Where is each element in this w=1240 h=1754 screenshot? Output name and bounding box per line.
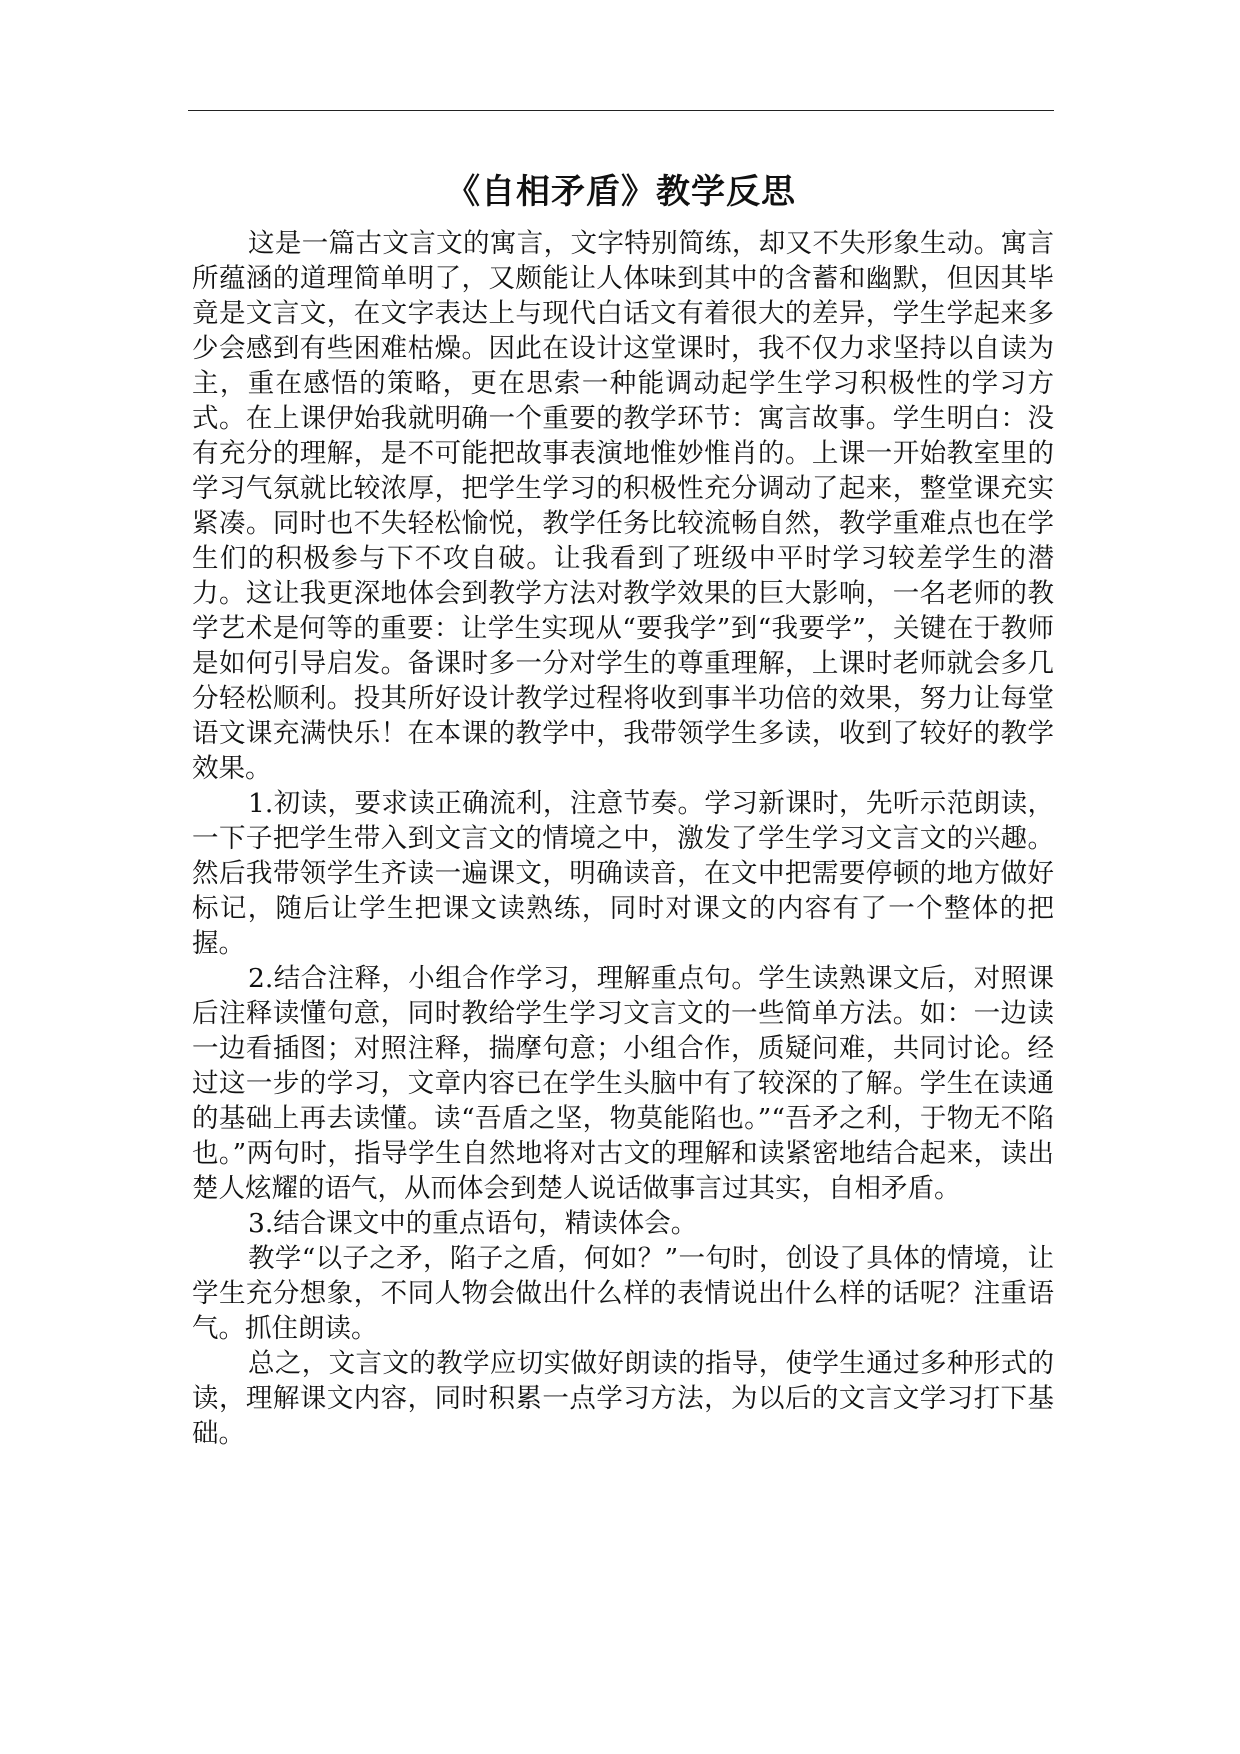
document-title: 《自相矛盾》教学反思	[446, 172, 796, 212]
paragraph-conclusion: 总之，文言文的教学应切实做好朗读的指导，使学生通过多种形式的读，理解课文内容，同时积累一点学习方法，为以后的文言文学习打下基础。	[192, 1348, 1054, 1449]
paragraph-intro: 这是一篇古文言文的寓言，文字特别简练，却又不失形象生动。寓言所蕴涵的道理简单明了，又颇能让人体味到其中的含蓄和幽默，但因其毕竟是文言文，在文字表达上与现代白话文有着很大的差异，学生学起来多少会感到有些困难枯燥。因此在设计这堂课时，我不仅力求坚持以自读为主，重在感悟的策略，更在思索一种能调动起学生学习积极性的学习方式。在上课伊始我就明确一个重要的教学环节：寓言故事。学生明白：没有充分的理解，是不可能把故事表演地惟妙惟肖的。上课一开始教室里的学习气氛就比较浓厚，把学生学习的积极性充分调动了起来，整堂课充实紧凑。同时也不失轻松愉悦，教学任务比较流畅自然，教学重难点也在学生们的积极参与下不攻自破。让我看到了班级中平时学习较差学生的潜力。这让我更深地体会到教学方法对教学效果的巨大影响，一名老师的教学艺术是何等的重要：让学生实现从“要我学”到“我要学”，关键在于教师是如何引导启发。备课时多一分对学生的尊重理解，上课时老师就会多几分轻松顺利。投其所好设计教学过程将收到事半功倍的效果，努力让每堂语文课充满快乐！在本课的教学中，我带领学生多读，收到了较好的教学效果。	[192, 228, 1054, 784]
document-body	[192, 226, 1054, 1451]
header-rule	[188, 110, 1054, 111]
paragraph-step-3: 3.结合课文中的重点语句，精读体会。	[248, 1208, 698, 1239]
paragraph-step-2: 2.结合注释，小组合作学习，理解重点句。学生读熟课文后，对照课后注释读懂句意，同时教给学生学习文言文的一些简单方法。如：一边读一边看插图；对照注释，揣摩句意；小组合作，质疑问难，共同讨论。经过这一步的学习，文章内容已在学生头脑中有了较深的了解。学生在读通的基础上再去读懂。读“吾盾之坚，物莫能陷也。”“吾矛之利，于物无不陷也。”两句时，指导学生自然地将对古文的理解和读紧密地结合起来，读出楚人炫耀的语气，从而体会到楚人说话做事言过其实，自相矛盾。	[192, 963, 1054, 1204]
paragraph-step-1: 1.初读，要求读正确流利，注意节奏。学习新课时，先听示范朗读，一下子把学生带入到文言文的情境之中，激发了学生学习文言文的兴趣。然后我带领学生齐读一遍课文，明确读音，在文中把需要停顿的地方做好标记，随后让学生把课文读熟练，同时对课文的内容有了一个整体的把握。	[192, 788, 1054, 959]
paragraph-step-3-detail: 教学“以子之矛，陷子之盾，何如？”一句时，创设了具体的情境，让学生充分想象，不同人物会做出什么样的表情说出什么样的话呢？注重语气。抓住朗读。	[192, 1243, 1054, 1344]
